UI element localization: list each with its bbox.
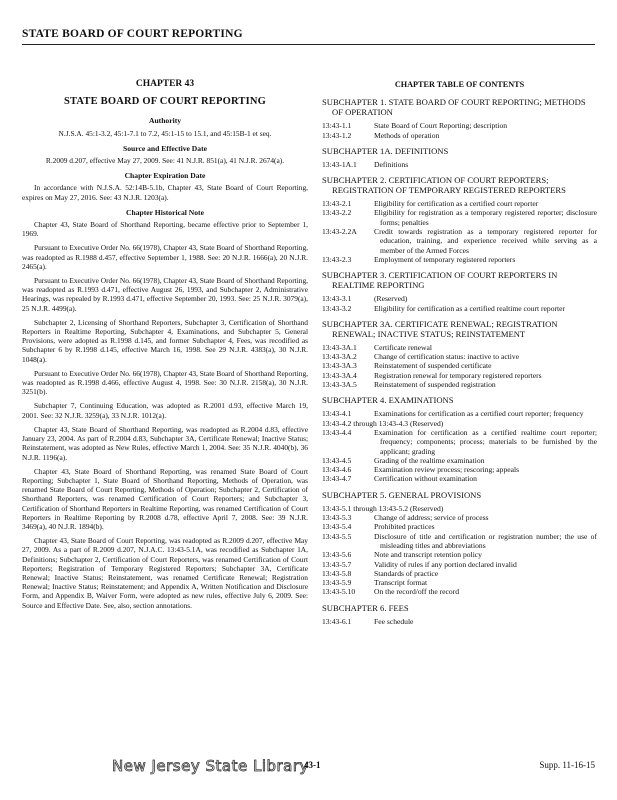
- header-rule: [22, 44, 595, 45]
- section-title: Standards of practice: [374, 568, 439, 578]
- section-number: 13:43-2.2: [322, 208, 352, 218]
- section-number: 13:43-2.3: [322, 254, 352, 264]
- section-number: 13:43-5.8: [322, 568, 352, 578]
- section-title: Change of address; service of process: [374, 513, 489, 523]
- toc-entry[interactable]: [322, 371, 597, 380]
- toc-entry[interactable]: [322, 504, 597, 513]
- toc-entry[interactable]: [322, 294, 597, 303]
- library-watermark: New Jersey State Library: [112, 757, 309, 775]
- toc-entry[interactable]: [322, 361, 597, 370]
- section-number: 13:43-1A.1: [322, 159, 357, 169]
- expiration-heading: Chapter Expiration Date: [124, 171, 206, 181]
- toc-entry[interactable]: [322, 569, 597, 578]
- history-paragraph: Subchapter 2, Licensing of Shorthand Reporters, Subchapter 3, Certification of Shorthand Reporters in Realtime Reporting, Subchapter 4, Examinations, and Subchapter 5, General Provisions, were adopted as R.1998 d.145, and former Subchapter 4, Fees, was recodified as Subchapter 6 by R.1998 d.145, effective March 16, 1998. See 29 N.J.R. 4383(a), 30 N.J.R. 1048(a).: [22, 317, 308, 364]
- chapter-title: STATE BOARD OF COURT REPORTING: [63, 96, 267, 108]
- subchapter-title[interactable]: SUBCHAPTER 5. GENERAL PROVISIONS: [322, 489, 482, 500]
- toc-entry[interactable]: [322, 465, 597, 474]
- history-heading: Chapter Historical Note: [126, 207, 204, 217]
- toc-entry[interactable]: [322, 343, 597, 352]
- source-text: R.2009 d.207, effective May 27, 2009. See: 41 N.J.R. 851(a), 41 N.J.R. 2674(a).: [45, 156, 285, 166]
- section-number: 13:43-5.3: [322, 513, 352, 523]
- history-paragraph: Chapter 43, State Board of Shorthand Reporting, was readopted as R.2004 d.83, effective January 23, 2004. As part of R.2004 d.83, Subchapter 3A, Certificate Renewal; Inactive Status; Reinstatement, was adopted as New Rules, effective March 1, 2004. See: 35 N.J.R. 4040(b), 36 N.J.R. 1196(a).: [22, 424, 308, 462]
- section-number: 13:43-5.9: [322, 578, 352, 588]
- toc-heading: CHAPTER TABLE OF CONTENTS: [394, 80, 525, 89]
- section-title: Change of certification status: inactive to active: [374, 352, 520, 362]
- section-number: 13:43-3A.2: [322, 352, 357, 362]
- authority-text: N.J.S.A. 45:1-3.2, 45:1-7.1 to 7.2, 45:1-15 to 15.1, and 45:15B-1 et seq.: [58, 128, 272, 138]
- history-paragraph: Chapter 43, State Board of Court Reporting, was readopted as R.2009 d.207, effective May 27, 2009. As a part of R.2009 d.207, N.J.A.C. 13:43-5.1A, was recodified as Subchapter 1A, Definitions; Subchapter 2, Certification of Court Reporters, was renamed Certification of Court Reporters; Registration of Temporary Registered Reporters; Subchapter 3A, Certificate Renewal; Inactive Status; Reinstatement, was renamed Certificate Renewal; Registration Renewal; Inactive Status; Reinstatement; and Appendix A, Written Notification and Disclosure Form, and Appendix B, Waiver Form, were adopted as new rules, effective July 6, 2009. See: Source and Effective Date. See, also, section annotations.: [22, 536, 308, 610]
- section-number: 13:43-5.5: [322, 531, 352, 541]
- authority-heading: Authority: [148, 116, 182, 126]
- section-number: 13:43-3A.5: [322, 380, 357, 390]
- section-number: 13:43-1.2: [322, 130, 352, 140]
- section-title: Credit towards registration as a temporary registered reporter for education, training, and experience received while serving as a member of the Armed Forces: [374, 227, 597, 255]
- section-title: Grading of the realtime examination: [374, 455, 485, 465]
- section-title: Transcript format: [374, 578, 428, 588]
- section-range: 13:43-5.1 through 13:43-5.2 (Reserved): [322, 503, 444, 513]
- section-title: Note and transcript retention policy: [374, 550, 482, 560]
- section-title: Examinations for certification as a certified court reporter; frequency: [374, 409, 584, 419]
- toc-entry[interactable]: [322, 304, 597, 313]
- toc-entry[interactable]: [322, 428, 597, 456]
- section-title: Employment of temporary registered reporters: [374, 254, 516, 264]
- section-title: Eligibility for certification as a certified court reporter: [374, 199, 539, 209]
- section-number: 13:43-4.4: [322, 427, 352, 437]
- section-title: On the record/off the record: [374, 587, 460, 597]
- section-title: Reinstatement of suspended certificate: [374, 361, 492, 371]
- section-title: Certificate renewal: [374, 342, 432, 352]
- history-paragraph: Chapter 43, State Board of Shorthand Reporting, became effective prior to September 1, 1969.: [22, 220, 308, 239]
- section-number: 13:43-5.6: [322, 550, 352, 560]
- running-head: STATE BOARD OF COURT REPORTING: [22, 28, 243, 40]
- toc-entry[interactable]: [322, 409, 597, 418]
- subchapter-title[interactable]: SUBCHAPTER 2. CERTIFICATION OF COURT REPORTERS; REGISTRATION OF TEMPORARY REGISTERED REPORTERS: [322, 175, 566, 196]
- section-number: 13:43-3.2: [322, 303, 352, 313]
- section-number: 13:43-3.1: [322, 294, 352, 304]
- section-number: 13:43-6.1: [322, 616, 352, 626]
- subchapter-title[interactable]: SUBCHAPTER 6. FEES: [322, 602, 409, 613]
- history-paragraph: Chapter 43, State Board of Shorthand Reporting, was renamed State Board of Court Reporting; Subchapter 1, State Board of Shorthand Reporting, Methods of Operation, was renamed State Board of Court Reporting, Methods of Operation; Subchapter 2, Certification of Shorthand Reporters, was renamed Certification of Court Reporters; and Subchapter 3, Certification of Shorthand Reporters in Realtime Reporting, was renamed Certification of Court Reporters in Realtime Reporting by R.2008 d.78, effective April 7, 2008. See: 39 N.J.R. 3469(a), 40 N.J.R. 1894(b).: [22, 466, 308, 531]
- section-number: 13:43-2.2A: [322, 227, 357, 237]
- toc-entry[interactable]: [322, 227, 597, 255]
- subchapter-title[interactable]: SUBCHAPTER 3A. CERTIFICATE RENEWAL; REGISTRATION RENEWAL; INACTIVE STATUS; REINSTATEMENT: [322, 318, 558, 339]
- toc-entry[interactable]: [322, 255, 597, 264]
- toc-entry[interactable]: [322, 208, 597, 227]
- section-title: Eligibility for registration as a temporary registered reporter; disclosure forms; penalties: [374, 208, 597, 227]
- section-number: 13:43-2.1: [322, 199, 352, 209]
- toc-entry[interactable]: [322, 474, 597, 483]
- section-title: Fee schedule: [374, 616, 414, 626]
- table-of-contents: [322, 80, 597, 626]
- section-title: Validity of rules if any portion declared invalid: [374, 559, 517, 569]
- subchapter-title[interactable]: SUBCHAPTER 1A. DEFINITIONS: [322, 145, 449, 156]
- chapter-number: CHAPTER 43: [135, 79, 195, 89]
- section-range: 13:43-4.2 through 13:43-4.3 (Reserved): [322, 418, 444, 428]
- section-title: Definitions: [374, 159, 409, 169]
- subchapter-title[interactable]: SUBCHAPTER 3. CERTIFICATION OF COURT REPORTERS IN REALTIME REPORTING: [322, 270, 558, 291]
- toc-entry[interactable]: [322, 160, 597, 169]
- section-title: Examination review process; rescoring; appeals: [374, 465, 520, 475]
- section-number: 13:43-4.5: [322, 455, 352, 465]
- history-notes: [22, 220, 308, 610]
- section-number: 13:43-3A.3: [322, 361, 357, 371]
- subchapter-title[interactable]: SUBCHAPTER 4. EXAMINATIONS: [322, 395, 454, 406]
- page-number: 43-1: [304, 760, 321, 770]
- toc-entry[interactable]: [322, 121, 597, 130]
- toc-entry[interactable]: [322, 560, 597, 569]
- toc-entry[interactable]: [322, 131, 597, 140]
- toc-entry[interactable]: [322, 380, 597, 389]
- supplement-date: Supp. 11-16-15: [539, 760, 595, 770]
- section-number: 13:43-4.6: [322, 465, 352, 475]
- toc-body: [322, 97, 597, 626]
- toc-entry[interactable]: [322, 352, 597, 361]
- history-paragraph: Pursuant to Executive Order No. 66(1978), Chapter 43, State Board of Shorthand Reporting, was readopted as R.1998 d.466, effective August 4, 1998. See: 30 N.J.R. 2158(a), 30 N.J.R. 3251(b).: [22, 368, 308, 397]
- section-number: 13:43-5.4: [322, 522, 352, 532]
- section-title: (Reserved): [374, 294, 408, 304]
- left-column: [22, 80, 308, 615]
- toc-entry[interactable]: [322, 456, 597, 465]
- section-title: Examination for certification as a certified realtime court reporter; frequency; components; process; materials to be furnished by the applicant; grading: [374, 427, 597, 456]
- toc-entry[interactable]: [322, 199, 597, 208]
- section-number: 13:43-4.7: [322, 474, 352, 484]
- section-title: State Board of Court Reporting; description: [374, 121, 508, 131]
- section-number: 13:43-4.1: [322, 409, 352, 419]
- toc-entry[interactable]: [322, 419, 597, 428]
- section-number: 13:43-5.7: [322, 559, 352, 569]
- section-number: 13:43-3A.1: [322, 342, 357, 352]
- section-title: Reinstatement of suspended registration: [374, 380, 496, 390]
- page-footer: [22, 757, 595, 777]
- section-title: Disclosure of title and certification or registration number; the use of misleading titles and abbreviations: [374, 531, 597, 550]
- toc-entry[interactable]: [322, 617, 597, 626]
- section-title: Certification without examination: [374, 474, 477, 484]
- expiration-text: In accordance with N.J.S.A. 52:14B-5.1b, Chapter 43, State Board of Court Reporting, expires on May 27, 2016. See: 43 N.J.R. 1203(a).: [22, 183, 308, 202]
- history-paragraph: Subchapter 7, Continuing Education, was adopted as R.2001 d.93, effective March 19, 2001. See: 32 N.J.R. 3259(a), 33 N.J.R. 1012(a).: [22, 401, 308, 420]
- source-heading: Source and Effective Date: [122, 143, 207, 153]
- toc-entry[interactable]: [322, 578, 597, 587]
- section-title: Eligibility for certification as a certified realtime court reporter: [374, 303, 566, 313]
- history-paragraph: Pursuant to Executive Order No. 66(1978), Chapter 43, State Board of Shorthand Reporting, was readopted as R.1988 d.457, effective September 1, 1988. See: 20 N.J.R. 1666(a), 20 N.J.R. 2465(a).: [22, 243, 308, 271]
- section-title: Methods of operation: [374, 130, 440, 140]
- toc-entry[interactable]: [322, 513, 597, 522]
- toc-entry[interactable]: [322, 550, 597, 559]
- section-number: 13:43-3A.4: [322, 370, 357, 380]
- history-paragraph: Pursuant to Executive Order No. 66(1978), Chapter 43, State Board of Shorthand Reporting, was readopted as R.1993 d.471, effective August 26, 1993, and Subchapter 2, Administrative Hearings, was repealed by R.1993 d.471, effective September 20, 1993. See: 25 N.J.R. 3079(a), 25 N.J.R. 4499(a).: [22, 276, 308, 313]
- section-title: Registration renewal for temporary registered reporters: [374, 370, 542, 380]
- section-title: Prohibited practices: [374, 522, 435, 532]
- subchapter-title[interactable]: SUBCHAPTER 1. STATE BOARD OF COURT REPORTING; METHODS OF OPERATION: [322, 97, 586, 118]
- toc-entry[interactable]: [322, 532, 597, 551]
- section-number: 13:43-5.10: [322, 587, 356, 597]
- toc-entry[interactable]: [322, 587, 597, 596]
- section-number: 13:43-1.1: [322, 121, 352, 131]
- toc-entry[interactable]: [322, 522, 597, 531]
